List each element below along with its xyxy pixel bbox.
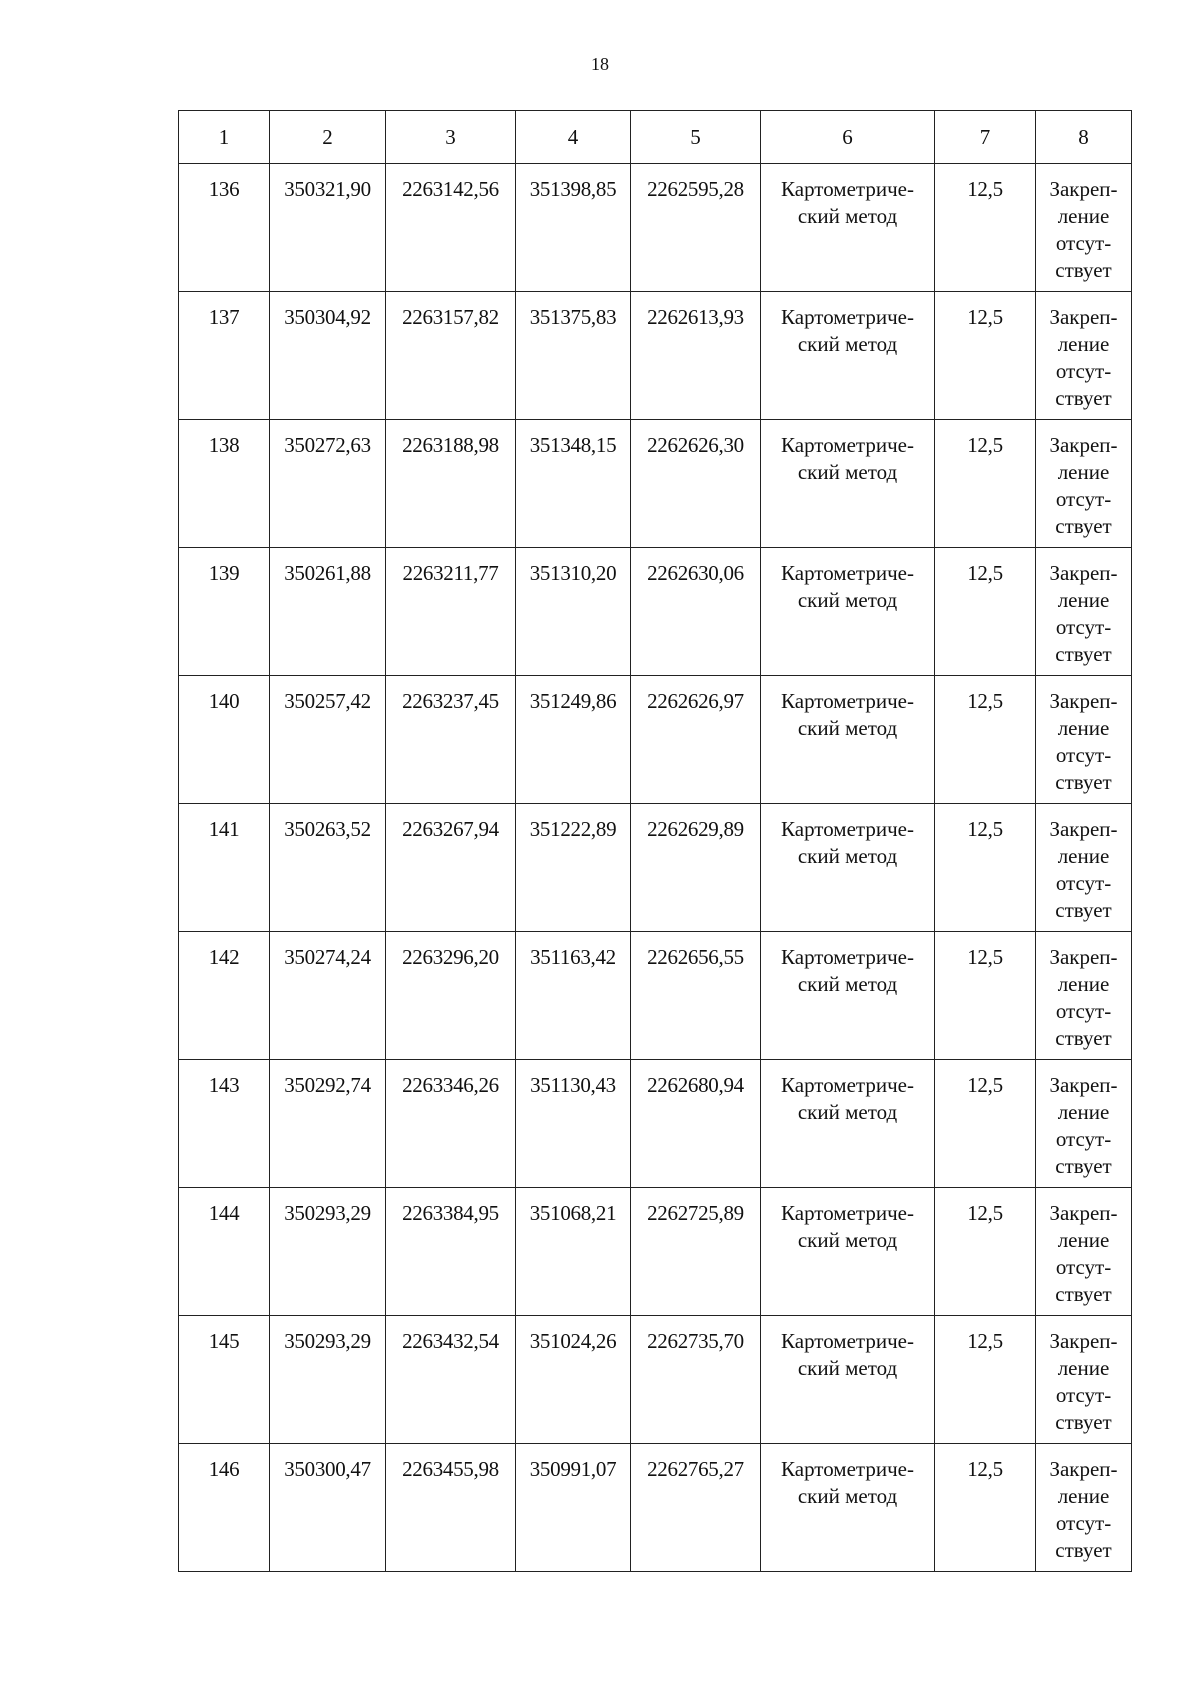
column-header: 5 <box>631 111 761 164</box>
fixing-cell: Закреп- ление отсут- ствует <box>1036 1444 1132 1572</box>
column-header: 7 <box>935 111 1036 164</box>
point-number-cell: 146 <box>179 1444 270 1572</box>
method-cell: Картометриче- ский метод <box>761 1060 935 1188</box>
y-cell: 2263157,82 <box>386 292 516 420</box>
column-header: 8 <box>1036 111 1132 164</box>
x-cell: 350257,42 <box>270 676 386 804</box>
coordinates-table <box>178 110 1132 1572</box>
point-number-cell: 140 <box>179 676 270 804</box>
x-cell: 350304,92 <box>270 292 386 420</box>
table-row <box>179 804 1132 932</box>
x2-cell: 351375,83 <box>516 292 631 420</box>
y-cell: 2263267,94 <box>386 804 516 932</box>
x-cell: 350272,63 <box>270 420 386 548</box>
x2-cell: 351222,89 <box>516 804 631 932</box>
y2-cell: 2262680,94 <box>631 1060 761 1188</box>
accuracy-cell: 12,5 <box>935 1316 1036 1444</box>
accuracy-cell: 12,5 <box>935 292 1036 420</box>
x2-cell: 350991,07 <box>516 1444 631 1572</box>
table-row <box>179 932 1132 1060</box>
accuracy-cell: 12,5 <box>935 420 1036 548</box>
x2-cell: 351068,21 <box>516 1188 631 1316</box>
fixing-cell: Закреп- ление отсут- ствует <box>1036 292 1132 420</box>
accuracy-cell: 12,5 <box>935 1188 1036 1316</box>
fixing-cell: Закреп- ление отсут- ствует <box>1036 1060 1132 1188</box>
x2-cell: 351163,42 <box>516 932 631 1060</box>
column-header: 2 <box>270 111 386 164</box>
y2-cell: 2262630,06 <box>631 548 761 676</box>
y2-cell: 2262626,97 <box>631 676 761 804</box>
method-cell: Картометриче- ский метод <box>761 1188 935 1316</box>
fixing-cell: Закреп- ление отсут- ствует <box>1036 1316 1132 1444</box>
point-number-cell: 145 <box>179 1316 270 1444</box>
x2-cell: 351130,43 <box>516 1060 631 1188</box>
point-number-cell: 136 <box>179 164 270 292</box>
point-number-cell: 143 <box>179 1060 270 1188</box>
y2-cell: 2262629,89 <box>631 804 761 932</box>
y2-cell: 2262595,28 <box>631 164 761 292</box>
y2-cell: 2262656,55 <box>631 932 761 1060</box>
column-header: 6 <box>761 111 935 164</box>
method-cell: Картометриче- ский метод <box>761 676 935 804</box>
column-header: 3 <box>386 111 516 164</box>
table-row <box>179 676 1132 804</box>
method-cell: Картометриче- ский метод <box>761 292 935 420</box>
method-cell: Картометриче- ский метод <box>761 164 935 292</box>
x2-cell: 351310,20 <box>516 548 631 676</box>
method-cell: Картометриче- ский метод <box>761 804 935 932</box>
accuracy-cell: 12,5 <box>935 548 1036 676</box>
point-number-cell: 142 <box>179 932 270 1060</box>
method-cell: Картометриче- ский метод <box>761 548 935 676</box>
accuracy-cell: 12,5 <box>935 1060 1036 1188</box>
point-number-cell: 139 <box>179 548 270 676</box>
x-cell: 350293,29 <box>270 1188 386 1316</box>
y2-cell: 2262735,70 <box>631 1316 761 1444</box>
fixing-cell: Закреп- ление отсут- ствует <box>1036 420 1132 548</box>
table-row <box>179 292 1132 420</box>
table-row <box>179 164 1132 292</box>
fixing-cell: Закреп- ление отсут- ствует <box>1036 804 1132 932</box>
fixing-cell: Закреп- ление отсут- ствует <box>1036 676 1132 804</box>
table-row <box>179 1444 1132 1572</box>
table-row <box>179 1316 1132 1444</box>
x-cell: 350274,24 <box>270 932 386 1060</box>
y2-cell: 2262613,93 <box>631 292 761 420</box>
point-number-cell: 141 <box>179 804 270 932</box>
table-row <box>179 548 1132 676</box>
header-row <box>179 111 1132 164</box>
x2-cell: 351249,86 <box>516 676 631 804</box>
x2-cell: 351398,85 <box>516 164 631 292</box>
y-cell: 2263384,95 <box>386 1188 516 1316</box>
y-cell: 2263346,26 <box>386 1060 516 1188</box>
x-cell: 350321,90 <box>270 164 386 292</box>
y-cell: 2263296,20 <box>386 932 516 1060</box>
point-number-cell: 138 <box>179 420 270 548</box>
page-number: 18 <box>591 54 609 74</box>
table-row <box>179 1188 1132 1316</box>
table-body <box>179 164 1132 1572</box>
accuracy-cell: 12,5 <box>935 1444 1036 1572</box>
x2-cell: 351348,15 <box>516 420 631 548</box>
column-header: 4 <box>516 111 631 164</box>
accuracy-cell: 12,5 <box>935 164 1036 292</box>
y-cell: 2263237,45 <box>386 676 516 804</box>
point-number-cell: 144 <box>179 1188 270 1316</box>
point-number-cell: 137 <box>179 292 270 420</box>
y2-cell: 2262725,89 <box>631 1188 761 1316</box>
x-cell: 350293,29 <box>270 1316 386 1444</box>
column-header: 1 <box>179 111 270 164</box>
accuracy-cell: 12,5 <box>935 676 1036 804</box>
y-cell: 2263142,56 <box>386 164 516 292</box>
method-cell: Картометриче- ский метод <box>761 420 935 548</box>
accuracy-cell: 12,5 <box>935 804 1036 932</box>
y-cell: 2263211,77 <box>386 548 516 676</box>
x-cell: 350300,47 <box>270 1444 386 1572</box>
fixing-cell: Закреп- ление отсут- ствует <box>1036 164 1132 292</box>
y2-cell: 2262765,27 <box>631 1444 761 1572</box>
x-cell: 350292,74 <box>270 1060 386 1188</box>
x-cell: 350263,52 <box>270 804 386 932</box>
method-cell: Картометриче- ский метод <box>761 1316 935 1444</box>
method-cell: Картометриче- ский метод <box>761 932 935 1060</box>
accuracy-cell: 12,5 <box>935 932 1036 1060</box>
y-cell: 2263432,54 <box>386 1316 516 1444</box>
method-cell: Картометриче- ский метод <box>761 1444 935 1572</box>
fixing-cell: Закреп- ление отсут- ствует <box>1036 548 1132 676</box>
x-cell: 350261,88 <box>270 548 386 676</box>
y2-cell: 2262626,30 <box>631 420 761 548</box>
fixing-cell: Закреп- ление отсут- ствует <box>1036 1188 1132 1316</box>
x2-cell: 351024,26 <box>516 1316 631 1444</box>
fixing-cell: Закреп- ление отсут- ствует <box>1036 932 1132 1060</box>
table-row <box>179 420 1132 548</box>
table-row <box>179 1060 1132 1188</box>
y-cell: 2263455,98 <box>386 1444 516 1572</box>
y-cell: 2263188,98 <box>386 420 516 548</box>
